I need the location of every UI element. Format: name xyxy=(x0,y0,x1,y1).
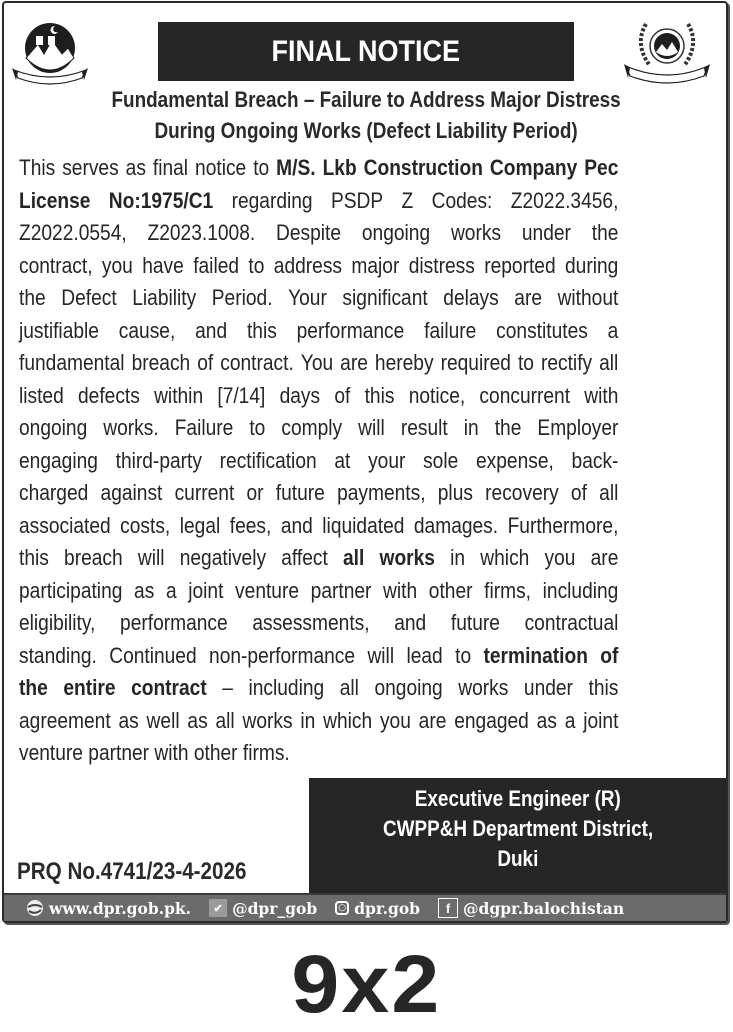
word: address xyxy=(273,252,343,278)
dgpr-balochistan-emblem-icon xyxy=(620,14,714,86)
word: this xyxy=(364,382,395,408)
bold-word: all xyxy=(343,545,365,570)
word: other xyxy=(193,740,243,765)
word: back- xyxy=(571,447,619,473)
facebook-icon: f xyxy=(438,898,458,918)
word: future xyxy=(450,610,500,635)
word: fundamental xyxy=(19,350,125,375)
word: lead xyxy=(406,642,443,668)
body-line xyxy=(19,575,716,608)
word: regarding xyxy=(231,187,313,213)
word: – xyxy=(222,675,233,700)
word: performance xyxy=(296,317,405,343)
notice-title: FINAL NOTICE xyxy=(271,34,461,68)
word: which xyxy=(480,545,530,570)
word: within xyxy=(154,382,204,408)
word: expense, xyxy=(475,447,554,473)
word: to xyxy=(455,642,472,668)
bold-word: contract xyxy=(131,675,207,700)
headline-line-2: During Ongoing Works (Defect Liability Period) xyxy=(154,118,579,143)
word: are xyxy=(418,707,447,733)
word: concurrent xyxy=(479,382,571,408)
body-line xyxy=(19,640,716,673)
word: Despite xyxy=(276,220,342,245)
word: including xyxy=(248,675,325,700)
ad-size-label: 9x2 xyxy=(291,939,442,1030)
bold-word: M/S. xyxy=(276,155,316,180)
word: affect xyxy=(281,545,328,570)
body-line xyxy=(19,477,716,510)
word: Z2022.0554, xyxy=(19,220,127,245)
body-line xyxy=(19,510,716,543)
word: contract. xyxy=(220,350,294,375)
word: all xyxy=(215,707,235,733)
word: Liability xyxy=(132,285,197,310)
word: plus xyxy=(437,480,473,505)
footer-contact-bar xyxy=(4,893,726,921)
word: final xyxy=(152,155,189,180)
word: defects xyxy=(78,382,140,408)
word: Period. xyxy=(211,285,273,310)
word: without xyxy=(557,285,619,310)
word: justifiable xyxy=(19,317,99,343)
word: assessments, xyxy=(252,610,370,635)
body-line xyxy=(19,737,716,770)
bold-word: Company xyxy=(489,155,578,180)
word: as xyxy=(536,707,557,733)
bold-word: Pec xyxy=(584,155,619,180)
word: are xyxy=(514,285,543,310)
word: required xyxy=(440,350,511,375)
word: works xyxy=(458,675,509,700)
word: non-performance xyxy=(209,642,356,668)
body-line xyxy=(19,380,716,413)
word: sole xyxy=(423,447,459,473)
word: Continued xyxy=(109,642,197,668)
word: liquidated xyxy=(322,512,405,538)
prq-number: PRQ No.4741/23-4-2026 xyxy=(17,858,247,885)
word: Z2022.3456, xyxy=(510,187,619,213)
bold-word: Lkb xyxy=(322,155,357,180)
word: participating xyxy=(19,577,123,603)
word: works xyxy=(242,707,293,733)
body-line xyxy=(19,347,716,380)
body-line xyxy=(19,542,716,575)
word: or xyxy=(246,480,264,505)
word: firms. xyxy=(242,740,290,765)
word: comply xyxy=(281,415,343,440)
word: performance xyxy=(120,610,228,635)
word: at xyxy=(334,447,351,473)
body-line xyxy=(19,282,716,315)
word: in xyxy=(300,707,316,733)
word: listed xyxy=(19,382,64,408)
word: to xyxy=(253,155,270,180)
word: to xyxy=(517,350,534,375)
twitter-icon: ✔ xyxy=(209,899,227,917)
word: you xyxy=(101,252,133,278)
word: recovery xyxy=(485,480,559,505)
word: and xyxy=(195,317,228,343)
word: Defect xyxy=(61,285,117,310)
word: significant xyxy=(342,285,428,310)
word: fees, xyxy=(229,512,272,538)
word: which xyxy=(323,707,373,733)
word: You xyxy=(300,350,334,375)
word: engaging xyxy=(19,447,98,473)
word: PSDP xyxy=(330,187,384,213)
word: distress xyxy=(408,252,475,278)
word: partner xyxy=(310,577,372,603)
word: constitutes xyxy=(496,317,588,343)
word: rectify xyxy=(540,350,593,375)
word: damages. xyxy=(413,512,499,538)
word: as xyxy=(118,707,139,733)
word: will xyxy=(367,642,395,668)
word: to xyxy=(248,252,265,278)
word: the xyxy=(494,415,522,440)
word: as xyxy=(125,155,146,180)
word: notice, xyxy=(408,382,466,408)
word: you xyxy=(544,545,576,570)
word: result xyxy=(400,415,448,440)
word: in xyxy=(450,545,466,570)
word: Your xyxy=(288,285,327,310)
headline-line-1: Fundamental Breach – Failure to Address Major Distress xyxy=(111,87,622,112)
notice-body xyxy=(19,152,716,770)
word: costs, xyxy=(120,512,171,538)
word: engaged xyxy=(454,707,529,733)
word: breach xyxy=(64,545,123,570)
word: current xyxy=(174,480,235,505)
word: third-party xyxy=(115,447,202,473)
word: with xyxy=(584,382,619,408)
word: venture xyxy=(19,740,89,765)
word: of xyxy=(197,350,214,375)
word: are xyxy=(590,545,619,570)
bold-word: No:1975/C1 xyxy=(108,187,214,213)
word: standing. xyxy=(19,642,97,668)
word: contract, xyxy=(19,252,93,278)
body-line xyxy=(19,607,716,640)
word: serves xyxy=(62,155,119,180)
instagram-icon: ○ xyxy=(335,901,349,915)
word: delays xyxy=(443,285,499,310)
bold-word: works xyxy=(379,545,435,570)
word: including xyxy=(542,577,619,603)
globe-icon xyxy=(26,899,44,917)
word: contractual xyxy=(524,610,619,635)
word: legal xyxy=(179,512,221,538)
bold-word: termination xyxy=(483,642,588,668)
word: failure xyxy=(424,317,477,343)
word: your xyxy=(368,447,406,473)
word: payments, xyxy=(337,480,426,505)
word: of xyxy=(570,480,587,505)
word: this xyxy=(588,675,619,700)
word: partner xyxy=(88,740,155,765)
signature-block xyxy=(309,778,727,898)
word: joint xyxy=(583,707,619,733)
word: [7/14] xyxy=(217,382,266,408)
footer-twitter[interactable]: ✔ @dpr_gob xyxy=(209,899,317,918)
word: notice xyxy=(195,155,247,180)
bold-word: of xyxy=(600,642,619,668)
bold-word: the xyxy=(19,675,48,700)
body-line xyxy=(19,152,716,185)
word: failed xyxy=(193,252,240,278)
word: all xyxy=(599,350,619,375)
word: all xyxy=(339,675,359,700)
word: hereby xyxy=(374,350,434,375)
word: associated xyxy=(19,512,111,538)
body-line xyxy=(19,412,716,445)
word: works. xyxy=(103,415,159,440)
bold-word: entire xyxy=(63,675,116,700)
footer-instagram[interactable]: ○ dpr.gob xyxy=(335,899,420,918)
word: a xyxy=(564,707,576,733)
footer-website[interactable]: www.dpr.gob.pk. xyxy=(26,899,191,918)
word: Failure xyxy=(174,415,234,440)
signatory-title: Executive Engineer (R) xyxy=(414,786,622,811)
body-line xyxy=(19,315,716,348)
word: and xyxy=(394,610,427,635)
word: of xyxy=(334,382,351,408)
signatory-district: Duki xyxy=(497,846,539,871)
title-banner xyxy=(158,22,574,81)
word: are xyxy=(340,350,368,375)
body-line xyxy=(19,445,716,478)
word: breach xyxy=(131,350,191,375)
footer-facebook[interactable]: f @dgpr.balochistan xyxy=(438,898,624,918)
body-line xyxy=(19,185,716,218)
body-line xyxy=(19,672,716,705)
bold-word: Construction xyxy=(363,155,483,180)
word: this xyxy=(19,545,49,570)
word: ongoing xyxy=(374,675,443,700)
word: Z2023.1008. xyxy=(147,220,256,245)
word: in xyxy=(463,415,479,440)
word: reported xyxy=(484,252,556,278)
word: venture xyxy=(235,577,300,603)
word: Z xyxy=(401,187,414,213)
word: cause, xyxy=(118,317,176,343)
word: days xyxy=(279,382,321,408)
word: works xyxy=(450,220,502,245)
word: a xyxy=(607,317,619,343)
word: rectification xyxy=(219,447,317,473)
word: firms, xyxy=(484,577,532,603)
word: and xyxy=(280,512,313,538)
word: charged xyxy=(19,480,89,505)
word: ongoing xyxy=(361,220,431,245)
word: this xyxy=(246,317,277,343)
signatory-department: CWPP&H Department District, xyxy=(382,816,654,841)
word: ongoing xyxy=(19,415,88,440)
word: major xyxy=(351,252,400,278)
word: the xyxy=(19,285,46,310)
word: Codes: xyxy=(431,187,493,213)
word: against xyxy=(100,480,163,505)
word: well xyxy=(146,707,180,733)
word: will xyxy=(358,415,385,440)
word: all xyxy=(599,480,619,505)
word: Furthermore, xyxy=(507,512,619,538)
word: joint xyxy=(188,577,224,603)
body-line xyxy=(19,217,716,250)
bold-word: License xyxy=(19,187,91,213)
word: you xyxy=(379,707,411,733)
word: the xyxy=(591,220,619,245)
word: as xyxy=(187,707,208,733)
word: This xyxy=(19,155,56,180)
word: as xyxy=(134,577,155,603)
body-line xyxy=(19,250,716,283)
word: future xyxy=(275,480,325,505)
balochistan-emblem-icon xyxy=(10,14,90,86)
word: Employer xyxy=(537,415,619,440)
word: eligibility, xyxy=(19,610,96,635)
word: other xyxy=(428,577,473,603)
word: negatively xyxy=(179,545,267,570)
word: during xyxy=(565,252,619,278)
word: with xyxy=(383,577,418,603)
word: have xyxy=(142,252,184,278)
word: agreement xyxy=(19,707,111,733)
word: with xyxy=(154,740,194,765)
word: to xyxy=(249,415,266,440)
word: under xyxy=(521,220,571,245)
word: a xyxy=(165,577,177,603)
word: will xyxy=(137,545,165,570)
body-line xyxy=(19,705,716,738)
word: under xyxy=(523,675,573,700)
